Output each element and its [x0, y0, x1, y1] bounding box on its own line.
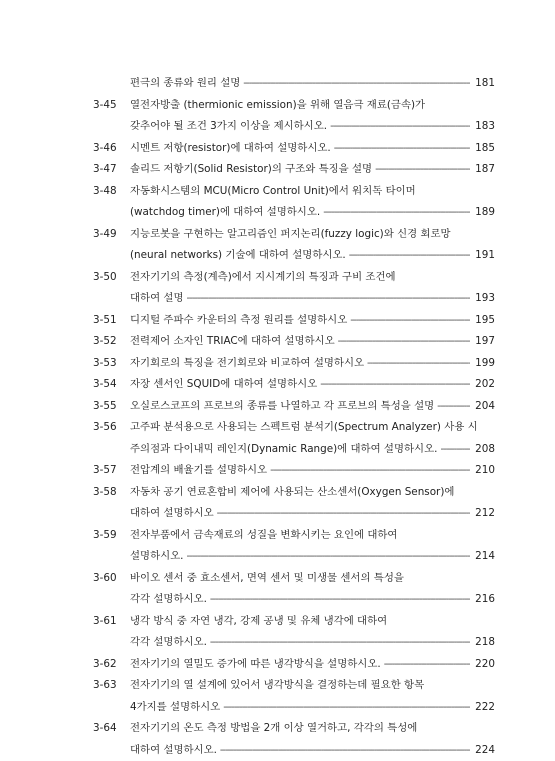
toc-entry-page: 187 — [473, 159, 495, 181]
toc-entry-title: 자동차 공기 연료혼합비 제어에 사용되는 산소센서(Oxygen Sensor)에 — [130, 482, 454, 504]
toc-entry — [93, 417, 495, 460]
toc-entry-title: 대하여 설명 — [130, 288, 184, 310]
toc-entry-number: 3-59 — [93, 525, 130, 568]
toc-entry-title: 솔리드 저항기(Solid Resistor)의 구조와 특징을 설명 — [130, 159, 372, 181]
toc-entry — [93, 568, 495, 611]
toc-entry — [93, 611, 495, 654]
toc-entry — [93, 374, 495, 396]
toc-entry-number: 3-56 — [93, 417, 130, 460]
toc-entry-page: 220 — [473, 654, 495, 676]
toc-entry-number: 3-62 — [93, 654, 130, 676]
dot-leader — [440, 439, 470, 461]
toc-entry-title: 자장 센서인 SQUID에 대하여 설명하시오 — [130, 374, 317, 396]
toc-entry-title: 바이오 센서 중 효소센서, 면역 센서 및 미생물 센서의 특성을 — [130, 568, 404, 590]
toc-entry-title: (neural networks) 기술에 대하여 설명하시오. — [130, 245, 346, 267]
toc-entry-page: 224 — [473, 740, 495, 761]
toc-entry-title: 각각 설명하시오. — [130, 632, 207, 654]
toc-entry-page: 204 — [473, 396, 495, 418]
toc-entry-title: (watchdog timer)에 대하여 설명하시오. — [130, 202, 320, 224]
toc-entry — [93, 525, 495, 568]
dot-leader — [367, 353, 470, 375]
toc-entry — [93, 73, 495, 95]
dot-leader — [187, 546, 471, 568]
toc-entry-title: 전압계의 배율기를 설명하시오 — [130, 460, 267, 482]
toc-entry-number — [93, 73, 130, 95]
toc-entry-title: 열전자방출 (thermionic emission)을 위해 열음극 재료(금속)가 — [130, 95, 425, 117]
toc-entry-page: 189 — [473, 202, 495, 224]
toc-entry-page: 216 — [473, 589, 495, 611]
toc-entry-page: 208 — [473, 439, 495, 461]
toc-entry-page: 195 — [473, 310, 495, 332]
toc-entry-title: 지능로봇을 구현하는 알고리즘인 퍼지논리(fuzzy logic)와 신경 회로망 — [130, 224, 451, 246]
toc-entry-page: 193 — [473, 288, 495, 310]
toc-entry-page: 181 — [473, 73, 495, 95]
dot-leader — [223, 697, 470, 719]
dot-leader — [375, 159, 470, 181]
dot-leader — [210, 632, 470, 654]
toc-entry-number: 3-57 — [93, 460, 130, 482]
toc-entry-title: 디지털 주파수 카운터의 측정 원리를 설명하시오 — [130, 310, 347, 332]
toc-entry-number: 3-47 — [93, 159, 130, 181]
dot-leader — [187, 288, 471, 310]
toc-entry-title: 냉각 방식 중 자연 냉각, 강제 공냉 및 유체 냉각에 대하여 — [130, 611, 387, 633]
toc-entry-title: 편극의 종류와 원리 설명 — [130, 73, 240, 95]
toc-entry-number: 3-61 — [93, 611, 130, 654]
toc-entry-number: 3-54 — [93, 374, 130, 396]
dot-leader — [334, 138, 470, 160]
toc-entry-title: 대하여 설명하시오 — [130, 503, 214, 525]
toc-entry — [93, 138, 495, 160]
toc-entry — [93, 353, 495, 375]
toc-entry-title: 자기회로의 특징을 전기회로와 비교하여 설명하시오 — [130, 353, 364, 375]
toc-entry-page: 197 — [473, 331, 495, 353]
toc-entry-title: 설명하시오. — [130, 546, 184, 568]
toc-entry-title: 전자부품에서 금속재료의 성질을 변화시키는 요인에 대하여 — [130, 525, 397, 547]
toc-entry-page: 202 — [473, 374, 495, 396]
toc-entry-title: 갖추어야 될 조건 3가지 이상을 제시하시오. — [130, 116, 327, 138]
dot-leader — [270, 460, 470, 482]
toc-entry-title: 고주파 분석용으로 사용되는 스펙트럼 분석기(Spectrum Analyzer) 사용 시 — [130, 417, 478, 439]
toc-entry — [93, 267, 495, 310]
toc-entry-number: 3-50 — [93, 267, 130, 310]
toc-entry — [93, 310, 495, 332]
toc-entry — [93, 654, 495, 676]
toc-entry-number: 3-58 — [93, 482, 130, 525]
toc-entry-page: 191 — [473, 245, 495, 267]
toc-entry-title: 주의점과 다이내믹 레인지(Dynamic Range)에 대하여 설명하시오. — [130, 439, 437, 461]
toc-entry-number: 3-51 — [93, 310, 130, 332]
dot-leader — [243, 73, 470, 95]
toc-entry-title: 전자기기의 열밀도 증가에 따른 냉각방식을 설명하시오. — [130, 654, 381, 676]
toc-entry-number: 3-48 — [93, 181, 130, 224]
toc-entry-number: 3-55 — [93, 396, 130, 418]
dot-leader — [220, 740, 470, 761]
dot-leader — [217, 503, 470, 525]
toc-entry-page: 210 — [473, 460, 495, 482]
toc-entry-number: 3-53 — [93, 353, 130, 375]
toc-entry-title: 오실로스코프의 프로브의 종류를 나열하고 각 프로브의 특성을 설명 — [130, 396, 434, 418]
toc-entry — [93, 482, 495, 525]
toc-entry-title: 자동화시스템의 MCU(Micro Control Unit)에서 워치독 타이머 — [130, 181, 416, 203]
dot-leader — [320, 374, 470, 396]
dot-leader — [323, 202, 470, 224]
toc-entry-page: 185 — [473, 138, 495, 160]
toc-entry — [93, 224, 495, 267]
dot-leader — [210, 589, 470, 611]
toc-entry-title: 각각 설명하시오. — [130, 589, 207, 611]
table-of-contents — [93, 73, 495, 761]
toc-entry-page: 199 — [473, 353, 495, 375]
toc-entry-title: 전자기기의 온도 측정 방법을 2개 이상 열거하고, 각각의 특성에 — [130, 718, 417, 740]
toc-entry-title: 전력제어 소자인 TRIAC에 대하여 설명하시오 — [130, 331, 335, 353]
dot-leader — [330, 116, 470, 138]
toc-entry-title: 전자기기의 측정(계측)에서 지시계기의 특징과 구비 조건에 — [130, 267, 396, 289]
toc-entry-title: 시멘트 저항(resistor)에 대하여 설명하시오. — [130, 138, 331, 160]
toc-entry — [93, 159, 495, 181]
dot-leader — [384, 654, 470, 676]
toc-entry-page: 222 — [473, 697, 495, 719]
toc-entry-number: 3-52 — [93, 331, 130, 353]
toc-entry-title: 전자기기의 열 설계에 있어서 냉각방식을 결정하는데 필요한 항목 — [130, 675, 424, 697]
toc-entry-number: 3-45 — [93, 95, 130, 138]
toc-entry-number: 3-49 — [93, 224, 130, 267]
toc-entry-page: 212 — [473, 503, 495, 525]
toc-entry — [93, 675, 495, 718]
dot-leader — [338, 331, 470, 353]
toc-entry-page: 183 — [473, 116, 495, 138]
toc-entry — [93, 396, 495, 418]
toc-entry — [93, 331, 495, 353]
toc-entry-number: 3-64 — [93, 718, 130, 761]
dot-leader — [350, 310, 470, 332]
dot-leader — [437, 396, 470, 418]
toc-entry-page: 214 — [473, 546, 495, 568]
toc-entry-number: 3-60 — [93, 568, 130, 611]
toc-entry — [93, 718, 495, 761]
toc-entry-title: 대하여 설명하시오. — [130, 740, 217, 761]
toc-entry-number: 3-46 — [93, 138, 130, 160]
toc-entry — [93, 460, 495, 482]
toc-entry — [93, 95, 495, 138]
toc-entry-number: 3-63 — [93, 675, 130, 718]
dot-leader — [349, 245, 470, 267]
toc-entry — [93, 181, 495, 224]
toc-entry-page: 218 — [473, 632, 495, 654]
toc-entry-title: 4가지를 설명하시오 — [130, 697, 220, 719]
